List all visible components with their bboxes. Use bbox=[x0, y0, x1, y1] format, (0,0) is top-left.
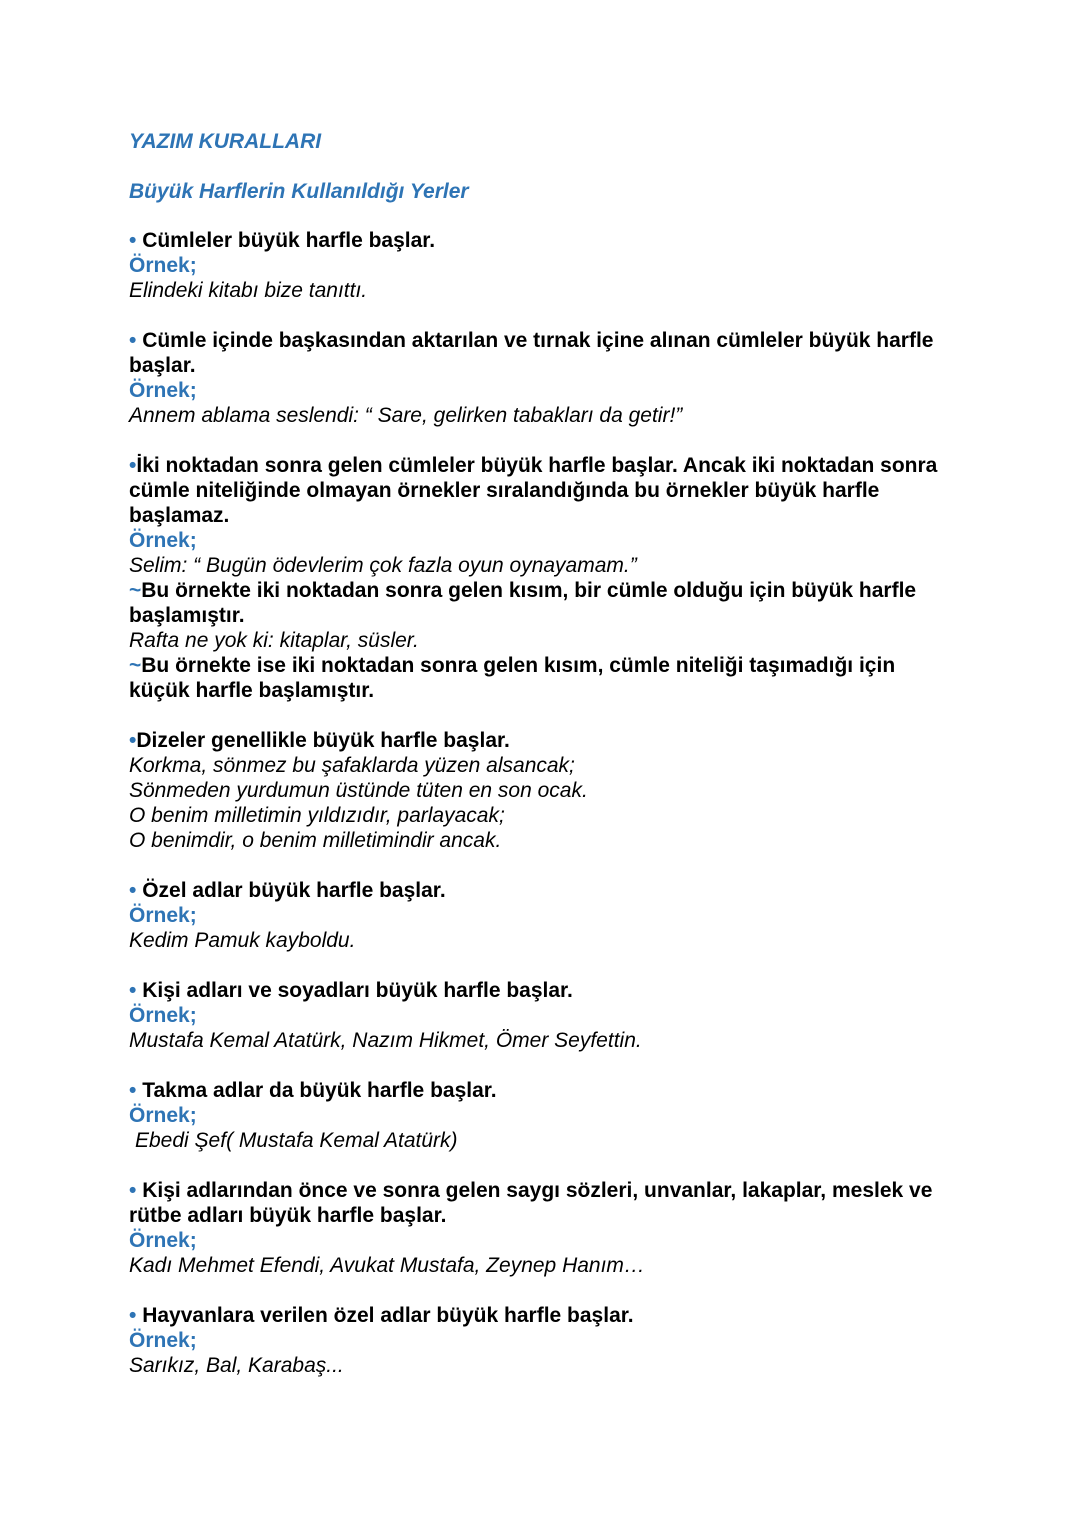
tilde-marker: ~ bbox=[129, 579, 142, 602]
rule-section bbox=[129, 728, 959, 853]
example-text: Elindeki kitabı bize tanıttı. bbox=[129, 279, 368, 302]
verse-line: O benimdir, o benim milletimindir ancak. bbox=[129, 829, 502, 852]
rule-section bbox=[129, 328, 959, 428]
bullet-icon: • bbox=[129, 1304, 137, 1327]
bullet-icon: • bbox=[129, 329, 137, 352]
rule-section bbox=[129, 1178, 959, 1278]
example-text: Mustafa Kemal Atatürk, Nazım Hikmet, Ömer Seyfettin. bbox=[129, 1029, 642, 1052]
section-heading: Büyük Harflerin Kullanıldığı Yerler bbox=[129, 180, 469, 203]
rule-text: •Dizeler genellikle büyük harfle başlar. bbox=[129, 729, 510, 752]
rule-text: • Cümle içinde başkasından aktarılan ve tırnak içine alınan cümleler büyük harfle başlar. bbox=[129, 329, 934, 377]
rule-section bbox=[129, 228, 959, 303]
bullet-icon: • bbox=[129, 454, 137, 477]
bullet-icon: • bbox=[129, 879, 137, 902]
example-text: Ebedi Şef( Mustafa Kemal Atatürk) bbox=[135, 1129, 458, 1152]
verse-line: O benim milletimin yıldızıdır, parlayacak; bbox=[129, 804, 505, 827]
example-label: Örnek; bbox=[129, 379, 197, 402]
rule-section bbox=[129, 1303, 959, 1378]
tilde-marker: ~ bbox=[129, 654, 142, 677]
rule-text: • Cümleler büyük harfle başlar. bbox=[129, 229, 436, 252]
note-text: ~Bu örnekte iki noktadan sonra gelen kısım, bir cümle olduğu için büyük harfle başlamıştır. bbox=[129, 579, 917, 627]
verse-line: Korkma, sönmez bu şafaklarda yüzen alsancak; bbox=[129, 754, 575, 777]
rule-text: • Hayvanlara verilen özel adlar büyük harfle başlar. bbox=[129, 1304, 634, 1327]
example-label: Örnek; bbox=[129, 1229, 197, 1252]
rule-section bbox=[129, 1078, 959, 1153]
rule-text: • Kişi adları ve soyadları büyük harfle başlar. bbox=[129, 979, 573, 1002]
verse-line: Sönmeden yurdumun üstünde tüten en son ocak. bbox=[129, 779, 588, 802]
rule-section bbox=[129, 978, 959, 1053]
rule-text: • Kişi adlarından önce ve sonra gelen saygı sözleri, unvanlar, lakaplar, meslek ve rütbe adları büyük harfle başlar. bbox=[129, 1179, 933, 1227]
rule-section bbox=[129, 878, 959, 953]
example-label: Örnek; bbox=[129, 1104, 197, 1127]
rule-text: • Takma adlar da büyük harfle başlar. bbox=[129, 1079, 497, 1102]
bullet-icon: • bbox=[129, 1179, 137, 1202]
example-text: Rafta ne yok ki: kitaplar, süsler. bbox=[129, 629, 419, 652]
rule-section bbox=[129, 453, 959, 703]
example-label: Örnek; bbox=[129, 529, 197, 552]
document-page bbox=[129, 128, 959, 1378]
bullet-icon: • bbox=[129, 979, 137, 1002]
rule-text: •İki noktadan sonra gelen cümleler büyük harfle başlar. Ancak iki noktadan sonra cümle niteliğinde olmayan örnekler sıralandığında bu örnekler büyük harfle başlamaz. bbox=[129, 454, 938, 527]
example-label: Örnek; bbox=[129, 904, 197, 927]
example-text: Sarıkız, Bal, Karabaş... bbox=[129, 1354, 344, 1377]
example-text: Selim: “ Bugün ödevlerim çok fazla oyun oynayamam.” bbox=[129, 554, 637, 577]
example-label: Örnek; bbox=[129, 1004, 197, 1027]
example-text: Annem ablama seslendi: “ Sare, gelirken tabakları da getir!” bbox=[129, 404, 683, 427]
bullet-icon: • bbox=[129, 729, 137, 752]
note-text: ~Bu örnekte ise iki noktadan sonra gelen kısım, cümle niteliği taşımadığı için küçük harfle başlamıştır. bbox=[129, 654, 896, 702]
bullet-icon: • bbox=[129, 1079, 137, 1102]
rule-text: • Özel adlar büyük harfle başlar. bbox=[129, 879, 446, 902]
example-text: Kedim Pamuk kayboldu. bbox=[129, 929, 356, 952]
bullet-icon: • bbox=[129, 229, 137, 252]
example-text: Kadı Mehmet Efendi, Avukat Mustafa, Zeynep Hanım… bbox=[129, 1254, 645, 1277]
document-title: YAZIM KURALLARI bbox=[129, 130, 322, 153]
example-label: Örnek; bbox=[129, 1329, 197, 1352]
example-label: Örnek; bbox=[129, 254, 197, 277]
